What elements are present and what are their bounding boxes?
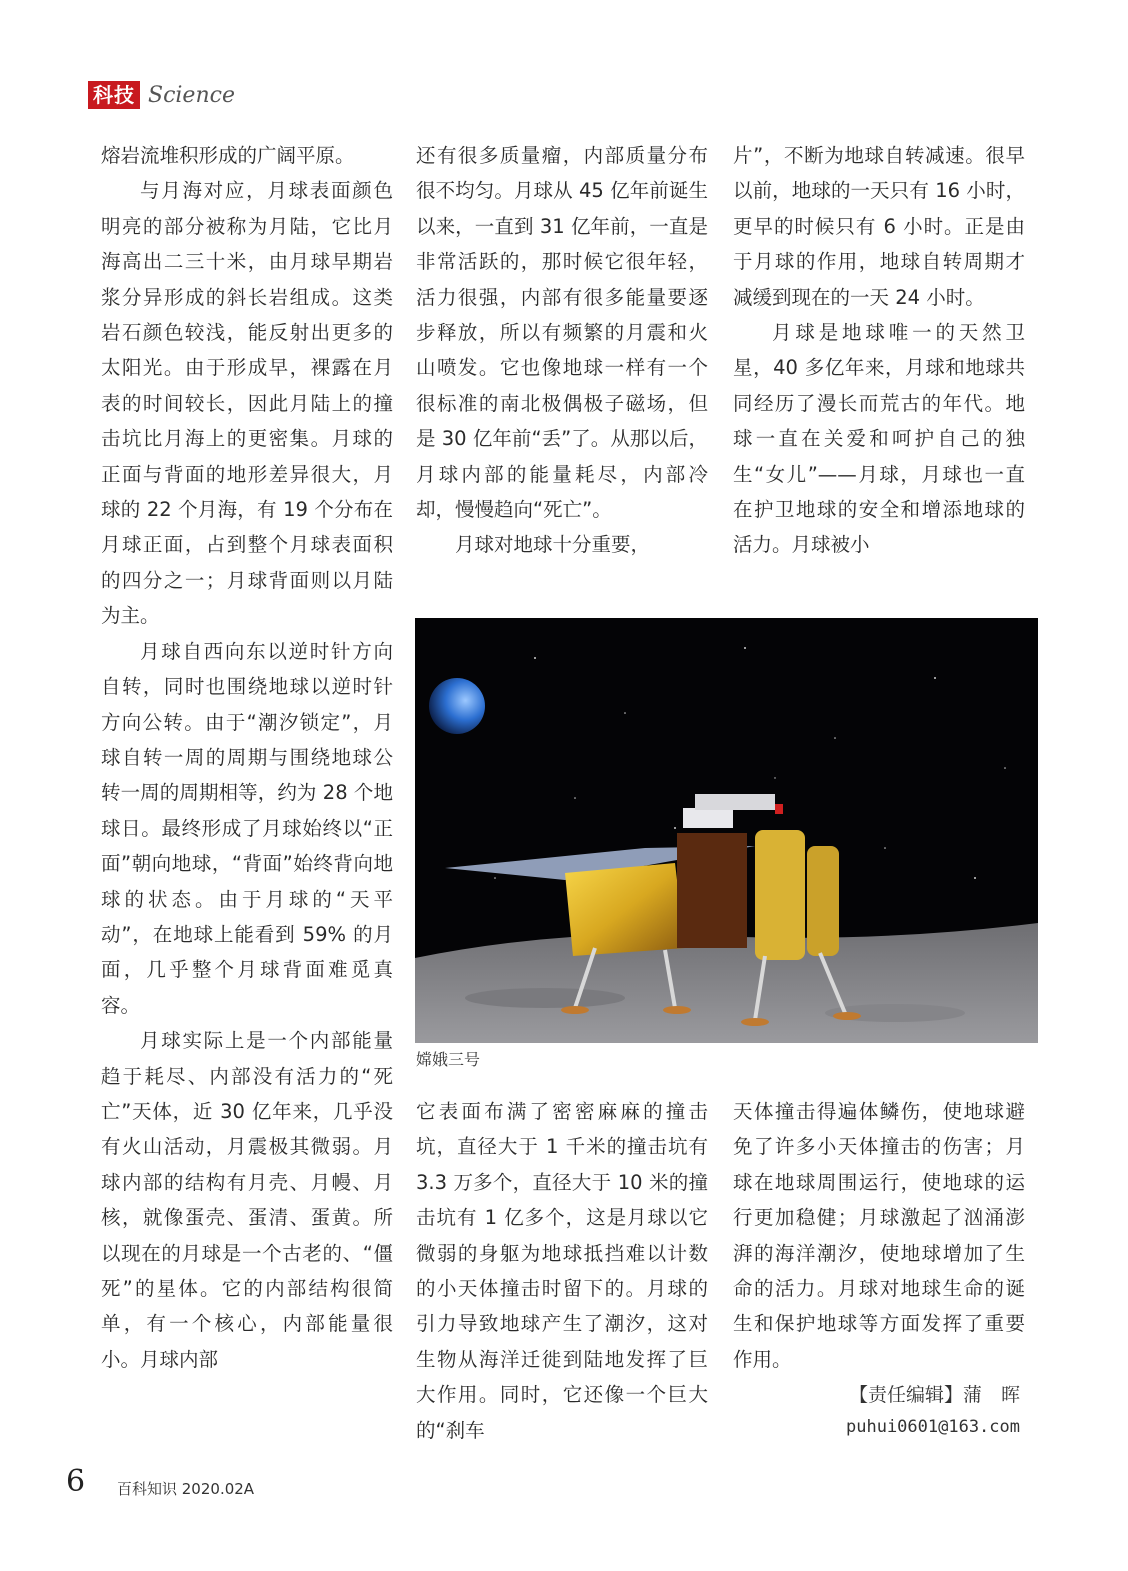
paragraph: 月球自西向东以逆时针方向自转，同时也围绕地球以逆时针方向公转。由于“潮汐锁定”，月球自转一周的周期与围绕地球公转一周的周期相等，约为 28 个地球日。最终形成了月球始终以“正面”朝向地球，“背面”始终背向地球的状态。由于月球的“天平动”，在地球上能看到 59% 的月面，几乎整个月球背面难觅真容。 — [101, 639, 393, 1017]
paragraph: 与月海对应，月球表面颜色明亮的部分被称为月陆，它比月海高出二三十米，由月球早期岩浆分异形成的斜长岩组成。这类岩石颜色较浅，能反射出更多的太阳光。由于形成早，裸露在月表的时间较长，因此月陆上的撞击坑比月海上的更密集。月球的正面与背面的地形差异很大，月球的 22 个月海，有 19 个分布在月球正面，占到整个月球表面积的四分之一；月球背面则以月陆为主。 — [101, 179, 393, 628]
paragraph: 它表面布满了密密麻麻的撞击坑，直径大于 1 千米的撞击坑有 3.3 万多个，直径大于 10 米的撞击坑有 1 亿多个，这是月球以它微弱的身躯为地球抵挡难以计数的小天体撞击时留下的。月球的引力导致地球产生了潮汐，这对生物从海洋迁徙到陆地发挥了巨大作用。同时，它还像一个巨大的“刹车 — [416, 1100, 708, 1442]
paragraph: 天体撞击得遍体鳞伤，使地球避免了许多小天体撞击的伤害；月球在地球周围运行，使地球的运行更加稳健；月球激起了汹涌澎湃的海洋潮汐，使地球增加了生命的活力。月球对地球生命的诞生和保护地球等方面发挥了重要作用。 — [733, 1100, 1025, 1371]
editor-email: puhui0601@163.com — [846, 1417, 1020, 1437]
paragraph: 熔岩流堆积形成的广阔平原。 — [101, 144, 355, 167]
paragraph: 还有很多质量瘤，内部质量分布很不均匀。月球从 45 亿年前诞生以来，一直到 31 亿年前，一直是非常活跃的，那时候它很年轻，活力很强，内部有很多能量要逐步释放，所以有频繁的月震和火山喷发。它也像地球一样有一个很标准的南北极偶极子磁场，但是 30 亿年前“丢”了。从那以后，月球内部的能量耗尽，内部冷却，慢慢趋向“死亡”。 — [416, 144, 708, 522]
section-tag: 科技 — [88, 81, 140, 109]
figure-caption: 嫦娥三号 — [416, 1050, 481, 1069]
column-2-top — [416, 138, 708, 563]
change3-lander-image — [415, 618, 1038, 1043]
page-number: 6 — [66, 1464, 86, 1499]
column-1 — [101, 138, 393, 1377]
paragraph: 月球实际上是一个内部能量趋于耗尽、内部没有活力的“死亡”天体，近 30 亿年来，几乎没有火山活动，月震极其微弱。月球内部的结构有月壳、月幔、月核，就像蛋壳、蛋清、蛋黄。所以现在的月球是一个古老的、“僵死”的星体。它的内部结构很简单，有一个核心，内部能量很小。月球内部 — [101, 1029, 393, 1371]
paragraph: 片”，不断为地球自转减速。很早以前，地球的一天只有 16 小时，更早的时候只有 6 小时。正是由于月球的作用，地球自转周期才减缓到现在的一天 24 小时。 — [733, 144, 1025, 309]
column-3-top — [733, 138, 1025, 563]
section-header — [88, 80, 235, 110]
paragraph: 月球是地球唯一的天然卫星，40 多亿年来，月球和地球共同经历了漫长而荒古的年代。地球一直在关爱和呵护自己的独生“女儿”——月球，月球也一直在护卫地球的安全和增添地球的活力。月球被小 — [733, 321, 1025, 557]
section-english: Science — [148, 82, 235, 108]
column-3-bottom — [733, 1094, 1025, 1377]
paragraph: 月球对地球十分重要， — [455, 533, 651, 557]
editor-credit: 【责任编辑】蒲 晖 — [848, 1384, 1020, 1406]
journal-issue: 百科知识 2020.02A — [117, 1480, 255, 1498]
column-2-bottom — [416, 1094, 708, 1448]
